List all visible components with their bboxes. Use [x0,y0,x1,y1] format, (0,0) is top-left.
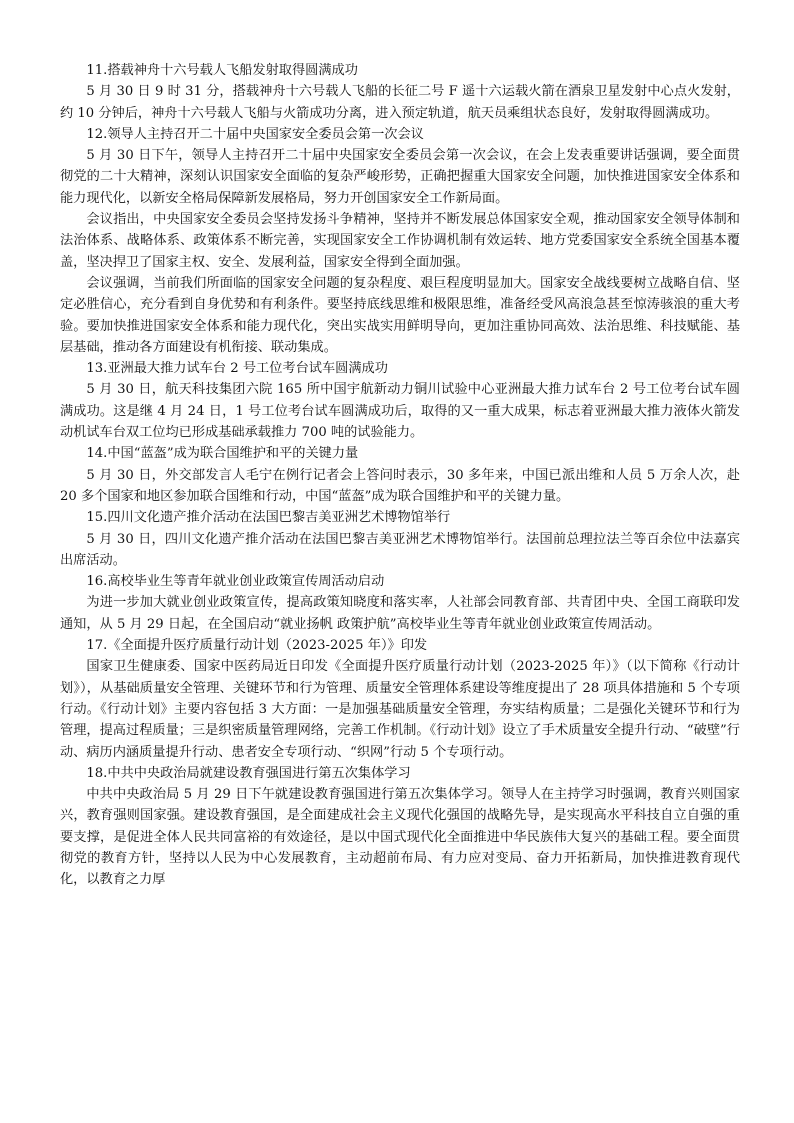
news-item-heading: 16.高校毕业生等青年就业创业政策宣传周活动启动 [86,574,385,590]
news-item-15 [60,507,740,571]
news-item-paragraph: 5 月 30 日 9 时 31 分，搭载神舟十六号载人飞船的长征二号 F 遥十六运载火箭在酒泉卫星发射中心点火发射，约 10 分钟后，神舟十六号载人飞船与火箭成功分离，进入预定轨道，航天员乘组状态良好，发射取得圆满成功。 [60,84,740,121]
news-item-paragraph: 会议强调，当前我们所面临的国家安全问题的复杂程度、艰巨程度明显加大。国家安全战线要树立战略自信、坚定必胜信心，充分看到自身优势和有利条件。要坚持底线思维和极限思维，准备经受风高浪急甚至惊涛骇浪的重大考验。要加快推进国家安全体系和能力现代化，突出实战实用鲜明导向，更加注重协同高效、法治思维、科技赋能、基层基础，推动各方面建设有机衔接、联动集成。 [60,275,740,355]
news-item-17 [60,635,740,763]
news-item-heading: 11.搭载神舟十六号载人飞船发射取得圆满成功 [86,63,358,78]
news-item-paragraph: 国家卫生健康委、国家中医药局近日印发《全面提升医疗质量行动计划（2023-2025 年）》（以下简称《行动计划》），从基础质量安全管理、关键环节和行为管理、质量安全管理体系建设等维度提出了 28 项具体措施和 5 个专项行动。《行动计划》主要内容包括 3 大方面：一是加强基础质量安全管理，夯实结构质量；二是强化关键环节和行为管理，提高过程质量；三是织密质量管理网络，完善工作机制。《行动计划》设立了手术质量安全提升行动、“破壁”行动、病历内涵质量提升行动、患者安全专项行动、“织网”行动 5 个专项行动。 [60,659,740,760]
news-item-18 [60,763,740,891]
news-item-heading: 13.亚洲最大推力试车台 2 号工位考台试车圆满成功 [86,361,388,377]
news-item-12 [60,124,740,358]
news-item-paragraph: 5 月 30 日，四川文化遗产推介活动在法国巴黎吉美亚洲艺术博物馆举行。法国前总理拉法兰等百余位中法嘉宾出席活动。 [60,531,740,568]
news-item-paragraph: 5 月 30 日，航天科技集团六院 165 所中国宇航新动力铜川试验中心亚洲最大推力试车台 2 号工位考台试车圆满成功。这是继 4 月 24 日，1 号工位考台试车圆满成功后，取得的又一重大成果，标志着亚洲最大推力液体火箭发动机试车台双工位均已形成基础承载推力 700 吨的试验能力。 [60,382,740,441]
news-item-paragraph: 5 月 30 日下午，领导人主持召开二十届中央国家安全委员会第一次会议，在会上发表重要讲话强调，要全面贯彻党的二十大精神，深刻认识国家安全面临的复杂严峻形势，正确把握重大国家安全问题，加快推进国家安全体系和能力现代化，以新安全格局保障新发展格局，努力开创国家安全工作新局面。 [60,148,740,206]
news-item-heading: 14.中国“蓝盔”成为联合国维护和平的关键力量 [86,446,359,462]
news-item-paragraph: 会议指出，中央国家安全委员会坚持发扬斗争精神，坚持并不断发展总体国家安全观，推动国家安全领导体制和法治体系、战略体系、政策体系不断完善，实现国家安全工作协调机制有效运转、地方党委国家安全系统全国基本覆盖，坚决捍卫了国家主权、安全、发展利益，国家安全得到全面加强。 [60,212,740,270]
news-item-heading: 12.领导人主持召开二十届中央国家安全委员会第一次会议 [86,126,424,142]
news-item-heading: 18.中共中央政治局就建设教育强国进行第五次集体学习 [86,765,411,781]
news-item-heading: 15.四川文化遗产推介活动在法国巴黎吉美亚洲艺术博物馆举行 [86,510,451,526]
news-item-13 [60,358,740,443]
news-item-16 [60,571,740,635]
news-item-paragraph: 为进一步加大就业创业政策宣传，提高政策知晓度和落实率，人社部会同教育部、共青团中央、全国工商联印发通知，从 5 月 29 日起，在全国启动“就业扬帆 政策护航”高校毕业生等青年就业创业政策宣传周活动。 [60,595,740,632]
news-item-heading: 17.《全面提升医疗质量行动计划（2023-2025 年）》印发 [86,638,428,654]
news-item-paragraph: 中共中央政治局 5 月 29 日下午就建设教育强国进行第五次集体学习。领导人在主持学习时强调，教育兴则国家兴，教育强则国家强。建设教育强国，是全面建成社会主义现代化强国的战略先导，是实现高水平科技自立自强的重要支撑，是促进全体人民共同富裕的有效途径，是以中国式现代化全面推进中华民族伟大复兴的基础工程。要全面贯彻党的教育方针，坚持以人民为中心发展教育，主动超前布局、有力应对变局、奋力开拓新局，加快推进教育现代化，以教育之力厚 [60,787,740,888]
news-item-14 [60,443,740,507]
news-item-paragraph: 5 月 30 日，外交部发言人毛宁在例行记者会上答问时表示，30 多年来，中国已派出维和人员 5 万余人次，赴 20 多个国家和地区参加联合国维和行动，中国“蓝盔”成为联合国维护和平的关键力量。 [60,467,740,504]
document-page [60,60,740,891]
news-item-11 [60,60,740,124]
